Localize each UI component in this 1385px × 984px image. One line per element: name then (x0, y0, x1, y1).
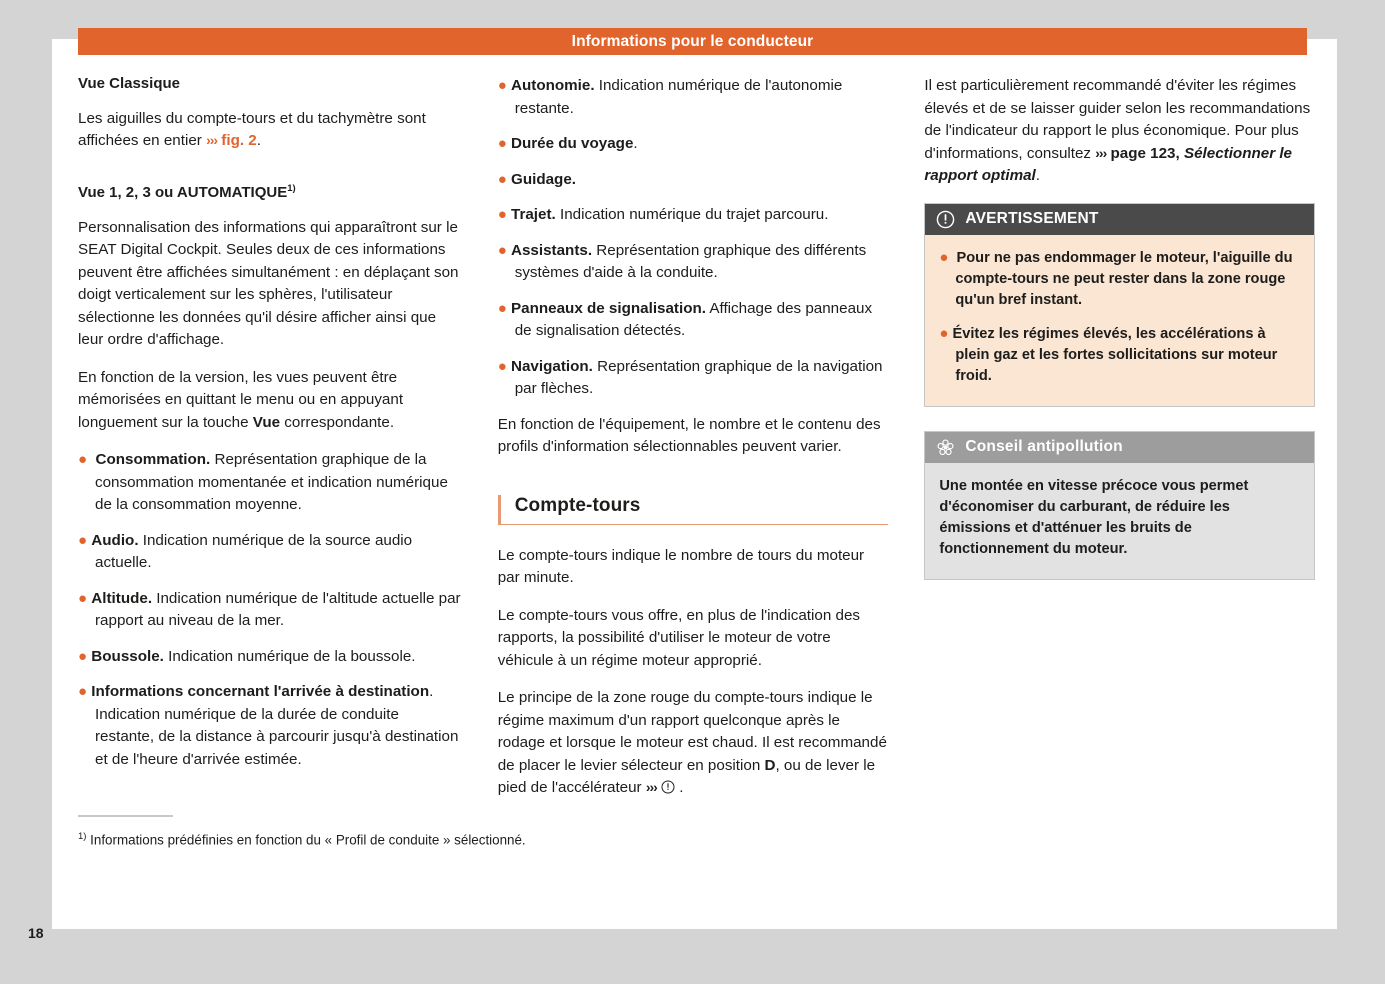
list-item-text: Indication numérique de l'altitude actuelle par rapport au niveau de la mer. (95, 589, 461, 629)
paragraph-compte-tours-1: Le compte-tours indique le nombre de tours du moteur par minute. (497, 546, 865, 586)
list-item-term: Guidage. (511, 170, 576, 188)
list-item (498, 240, 889, 285)
list-item (498, 133, 889, 156)
text-run: . (256, 132, 261, 150)
list-item (498, 204, 889, 227)
paragraph-compte-tours-2: Le compte-tours vous offre, en plus de l'indication des rapports, la possibilité d'utiliser le moteur de votre véhicule à un régime moteur approprié. (497, 606, 860, 669)
footnote-marker: 1) (287, 182, 296, 194)
warning-list-item-text: Évitez les régimes élevés, les accélérations à plein gaz et les fortes sollicitations sur moteur froid. (952, 325, 1278, 384)
text-run: Le principe de la zone rouge du compte-tours indique le régime maximum d'un rapport quelconque après le rodage et lorsque le moteur est chaud. Il est recommandé de placer le levier sélecteur en position (497, 689, 887, 774)
section-title: Compte-tours (514, 494, 641, 516)
list-item (78, 530, 462, 575)
list-item (78, 646, 462, 669)
warning-circle-icon (936, 210, 955, 229)
paragraph-memorisation (78, 367, 462, 435)
warning-list-item-text: Pour ne pas endommager le moteur, l'aiguille du compte-tours ne peut rester dans la zone rouge qu'un bref instant. (955, 249, 1293, 308)
column-right (924, 75, 1315, 905)
bullet-dot-icon: ● (78, 647, 88, 665)
paragraph-vue-classique (78, 108, 462, 153)
heading-text: Vue 1, 2, 3 ou AUTOMATIQUE (78, 183, 288, 201)
cross-reference-chevron-icon: ››› (206, 132, 218, 149)
eco-tip-text: Une montée en vitesse précoce vous permet d'économiser du carburant, de réduire les émissions et d'atténuer les bruits de fonctionnement du moteur. (939, 477, 1249, 557)
page-number: 18 (28, 925, 44, 941)
list-item (498, 169, 889, 192)
warning-box-title: AVERTISSEMENT (965, 210, 1099, 227)
warning-box-body (925, 235, 1314, 406)
bullet-dot-icon: ● (939, 248, 949, 266)
warning-box (924, 203, 1315, 407)
text-run: Les aiguilles du compte-tours et du tachymètre sont affichées en entier (78, 109, 426, 150)
list-item-term: Navigation. (511, 357, 593, 375)
paragraph-personnalisation: Personnalisation des informations qui apparaîtront sur le SEAT Digital Cockpit. Seules deux de ces informations peuvent être affichées simultanément : en déplaçant son doigt verticalement sur les sphères, l'utilisateur sélectionne les données qu'il désire afficher ainsi que leur ordre d'affichage. (78, 218, 459, 348)
eco-tip-box-header (925, 432, 1314, 463)
figure-reference-link[interactable]: fig. 2 (221, 132, 257, 150)
bullet-dot-icon: ● (497, 135, 507, 152)
bullet-dot-icon: ● (497, 77, 507, 94)
list-item-text: Indication numérique de la boussole. (163, 647, 416, 665)
list-item-text: Affichage des panneaux de signalisation détectés. (514, 299, 873, 339)
list-item-term: Informations concernant l'arrivée à destination (91, 683, 430, 700)
column-left (78, 75, 526, 905)
bullet-dot-icon: ● (497, 170, 507, 188)
page-reference-link[interactable]: page 123, (1110, 144, 1180, 162)
heading-vue-classique: Vue Classique (78, 75, 180, 92)
list-item (498, 298, 889, 343)
three-column-layout (78, 75, 1315, 905)
text-run: . (675, 779, 684, 796)
paragraph-compte-tours-3 (498, 687, 889, 802)
bullet-dot-icon: ● (78, 683, 88, 700)
footnote-body: Informations prédéfinies en fonction du « Profil de conduite » sélectionné. (86, 832, 526, 848)
list-item-text: . Indication numérique de la durée de conduite restante, de la distance à parcourir jusqu'à destination et de l'heure d'arrivée estimée. (95, 683, 459, 768)
bullet-dot-icon: ● (78, 451, 88, 468)
list-item-term: Consommation. (95, 451, 211, 468)
bullet-dot-icon: ● (78, 589, 88, 607)
bullet-dot-icon: ● (497, 299, 507, 317)
list-item-text: Indication numérique du trajet parcouru. (555, 206, 829, 223)
list-item-text: Représentation graphique de la consommation momentanée et indication numérique de la consommation moyenne. (95, 451, 448, 513)
list-item-text: Représentation graphique des différents systèmes d'aide à la conduite. (514, 241, 867, 281)
warning-box-header (925, 204, 1314, 235)
key-name-vue: Vue (252, 413, 281, 431)
warning-circle-inline-icon (661, 779, 675, 802)
text-run: En fonction de la version, les vues peuvent être mémorisées en quittant le menu ou en appuyant longuement sur la touche (78, 368, 404, 431)
text-run: Il est particulièrement recommandé d'éviter les régimes élevés et de se laisser guider selon les recommandations de l'indicateur du rapport le plus économique. Pour plus d'informations, consultez (924, 77, 1311, 162)
list-item-term: Boussole. (91, 647, 164, 665)
list-item-text: . (633, 135, 638, 152)
list-item-text: Indication numérique de la source audio actuelle. (95, 531, 413, 571)
section-heading-compte-tours (498, 495, 889, 525)
column-middle (498, 75, 889, 905)
list-item-text: Représentation graphique de la navigation par flèches. (514, 357, 883, 397)
list-item-term: Altitude. (91, 589, 153, 607)
page-content-area (52, 39, 1337, 929)
footnote-divider (78, 815, 173, 817)
bullet-dot-icon: ● (497, 357, 507, 375)
running-head-title: Informations pour le conducteur (571, 32, 814, 50)
flower-eco-icon (936, 438, 955, 457)
cross-reference-chevron-icon: ››› (645, 779, 657, 795)
footnote-number: 1) (78, 831, 87, 842)
text-run: , ou de lever le pied de l'accélérateur (497, 756, 876, 796)
heading-vue-automatique (78, 183, 462, 203)
list-item-text: Indication numérique de l'autonomie restante. (514, 77, 843, 117)
bullet-dot-icon: ● (497, 206, 507, 223)
warning-list-item (939, 248, 1300, 311)
list-item (78, 449, 462, 517)
list-item-term: Durée du voyage (511, 135, 634, 152)
gear-position-d: D (764, 756, 776, 774)
paragraph-equipement: En fonction de l'équipement, le nombre et le contenu des profils d'information sélectionnables peuvent varier. (497, 415, 881, 455)
cross-reference-chevron-icon: ››› (1095, 144, 1107, 161)
bullet-dot-icon: ● (939, 324, 949, 342)
section-reference-link[interactable]: Sélectionner le rapport optimal (924, 144, 1292, 184)
eco-tip-box (924, 431, 1315, 580)
list-item-term: Audio. (91, 531, 139, 549)
list-item-term: Trajet. (511, 206, 556, 223)
list-item (78, 681, 462, 771)
list-item (498, 356, 889, 401)
list-item-term: Autonomie. (511, 77, 595, 94)
warning-list-item (939, 324, 1300, 387)
paragraph-recommandation (924, 75, 1315, 188)
eco-tip-box-body (925, 463, 1314, 579)
bullet-dot-icon: ● (497, 241, 507, 259)
bullet-dot-icon: ● (78, 531, 88, 549)
eco-tip-box-title: Conseil antipollution (965, 438, 1123, 455)
list-item-term: Panneaux de signalisation. (511, 299, 706, 317)
list-item-term: Assistants. (511, 241, 593, 259)
list-item (498, 75, 889, 120)
list-item (78, 588, 462, 633)
text-run: . (1035, 167, 1040, 184)
text-run: correspondante. (280, 413, 395, 431)
